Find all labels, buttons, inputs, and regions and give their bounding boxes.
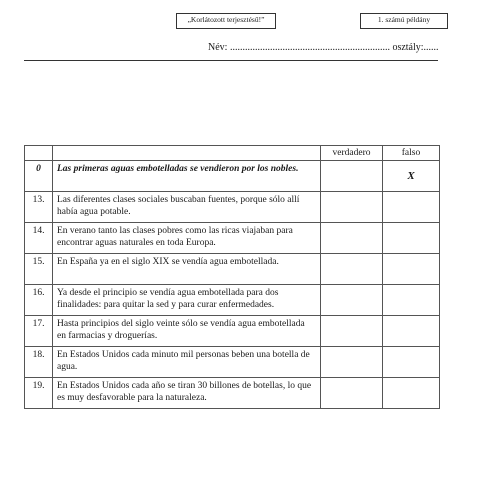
row-statement: En Estados Unidos cada minuto mil personas beben una botella de agua. [53,347,321,378]
falso-cell[interactable] [383,254,440,285]
falso-cell[interactable] [383,192,440,223]
row-num: 13. [25,192,53,223]
restricted-distribution-label: „Korlátozott terjesztésű!” [176,13,276,29]
table-row [25,254,440,285]
table-row [25,223,440,254]
row-statement: En verano tanto las clases pobres como las ricas viajaban para encontrar aguas naturales en toda Europa. [53,223,321,254]
row-num: 19. [25,378,53,409]
row-statement: Ya desde el principio se vendía agua embotellada para dos finalidades: para quitar la sed y para curar enfermedades. [53,285,321,316]
table-row [25,192,440,223]
falso-cell[interactable] [383,347,440,378]
verdadero-cell[interactable] [321,347,383,378]
falso-cell[interactable] [383,378,440,409]
falso-cell[interactable] [383,316,440,347]
falso-cell[interactable] [383,285,440,316]
name-class-line: Név: ................................................................ osztály:...... [208,42,439,53]
true-false-table [24,145,440,409]
row-num: 18. [25,347,53,378]
verdadero-cell[interactable] [321,254,383,285]
row-statement: Las diferentes clases sociales buscaban fuentes, porque sólo allí había agua potable. [53,192,321,223]
copy-number-label: 1. számú példány [360,13,448,29]
example-falso-cell[interactable]: X [383,161,440,192]
row-num: 16. [25,285,53,316]
verdadero-cell[interactable] [321,192,383,223]
row-statement: En España ya en el siglo XIX se vendía agua embotellada. [53,254,321,285]
header-num [25,146,53,161]
header-falso: falso [383,146,440,161]
row-num: 14. [25,223,53,254]
table-row [25,347,440,378]
verdadero-cell[interactable] [321,378,383,409]
header-divider [24,60,438,61]
table-row [25,285,440,316]
example-verdadero-cell[interactable] [321,161,383,192]
row-num: 15. [25,254,53,285]
example-statement: Las primeras aguas embotelladas se vendieron por los nobles. [53,161,321,192]
example-num: 0 [25,161,53,192]
row-statement: Hasta principios del siglo veinte sólo se vendía agua embotellada en farmacias y droguerías. [53,316,321,347]
falso-cell[interactable] [383,223,440,254]
verdadero-cell[interactable] [321,285,383,316]
table-header-row [25,146,440,161]
table-row [25,316,440,347]
verdadero-cell[interactable] [321,223,383,254]
header-verdadero: verdadero [321,146,383,161]
row-num: 17. [25,316,53,347]
example-row [25,161,440,192]
header-statement [53,146,321,161]
row-statement: En Estados Unidos cada año se tiran 30 billones de botellas, lo que es muy desfavorable para la naturaleza. [53,378,321,409]
verdadero-cell[interactable] [321,316,383,347]
table-row [25,378,440,409]
